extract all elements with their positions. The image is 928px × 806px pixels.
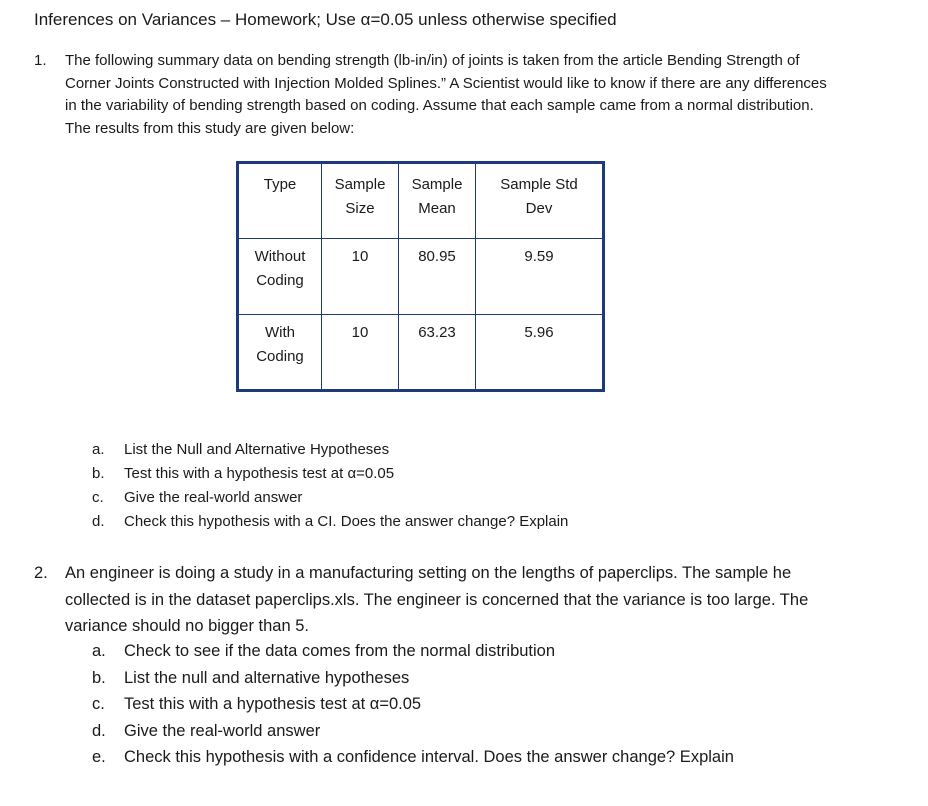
cell-mean: 80.95 — [399, 239, 476, 315]
cell-std: 9.59 — [476, 239, 604, 315]
question-1-number: 1. — [34, 52, 47, 69]
question-2-text: An engineer is doing a study in a manufacturing setting on the lengths of paperclips. The sample he collected is in the dataset paperclips.xls. The engineer is concerned that the variance is too large. The variance should no bigger than 5. — [65, 564, 809, 635]
part-text: Test this with a hypothesis test at α=0.05 — [124, 465, 395, 482]
part-letter: b. — [92, 465, 105, 482]
list-item — [92, 718, 734, 745]
cell-std: 5.96 — [476, 315, 604, 391]
question-2 — [34, 560, 824, 640]
question-1-parts — [92, 438, 568, 534]
question-2-parts — [92, 638, 734, 771]
part-text: Give the real-world answer — [124, 489, 303, 506]
part-text: Check to see if the data comes from the normal distribution — [124, 642, 556, 660]
part-text: Test this with a hypothesis test at α=0.05 — [124, 695, 422, 713]
header-sample-std-dev: Sample Std Dev — [476, 163, 604, 239]
list-item — [92, 744, 734, 771]
part-text: Check this hypothesis with a CI. Does the answer change? Explain — [124, 513, 569, 530]
table-row — [238, 315, 604, 391]
header-type: Type — [238, 163, 322, 239]
table-header-row — [238, 163, 604, 239]
table-row — [238, 239, 604, 315]
part-letter: c. — [92, 489, 104, 506]
part-letter: c. — [92, 695, 105, 713]
part-letter: d. — [92, 513, 105, 530]
part-text: List the null and alternative hypotheses — [124, 668, 410, 687]
cell-size: 10 — [322, 315, 399, 391]
part-text: Give the real-world answer — [124, 721, 321, 740]
page-title: Inferences on Variances – Homework; Use α=0.05 unless otherwise specified — [34, 10, 617, 29]
question-1 — [34, 50, 834, 140]
list-item — [92, 438, 568, 462]
question-1-text: The following summary data on bending strength (lb-in/in) of joints is taken from the article Bending Strength of Corner Joints Constructed with Injection Molded Splines.” A Scientist would like to know if there are any differences in the variability of bending strength based on coding. Assume that each sample came from a normal distribution. The results from this study are given below: — [65, 52, 827, 137]
cell-type: Without Coding — [238, 239, 322, 315]
header-sample-size: Sample Size — [322, 163, 399, 239]
cell-size: 10 — [322, 239, 399, 315]
cell-mean: 63.23 — [399, 315, 476, 391]
question-2-number: 2. — [34, 564, 48, 582]
part-letter: d. — [92, 721, 106, 740]
list-item — [92, 510, 568, 534]
part-letter: a. — [92, 441, 105, 458]
summary-data-table — [236, 161, 605, 392]
part-letter: b. — [92, 668, 106, 687]
part-letter: a. — [92, 642, 106, 660]
part-text: List the Null and Alternative Hypotheses — [124, 441, 390, 458]
part-text: Check this hypothesis with a confidence interval. Does the answer change? Explain — [124, 748, 734, 766]
part-letter: e. — [92, 748, 106, 766]
list-item — [92, 665, 734, 692]
list-item — [92, 486, 568, 510]
cell-type: With Coding — [238, 315, 322, 391]
list-item — [92, 638, 734, 665]
header-sample-mean: Sample Mean — [399, 163, 476, 239]
list-item — [92, 691, 734, 718]
list-item — [92, 462, 568, 486]
